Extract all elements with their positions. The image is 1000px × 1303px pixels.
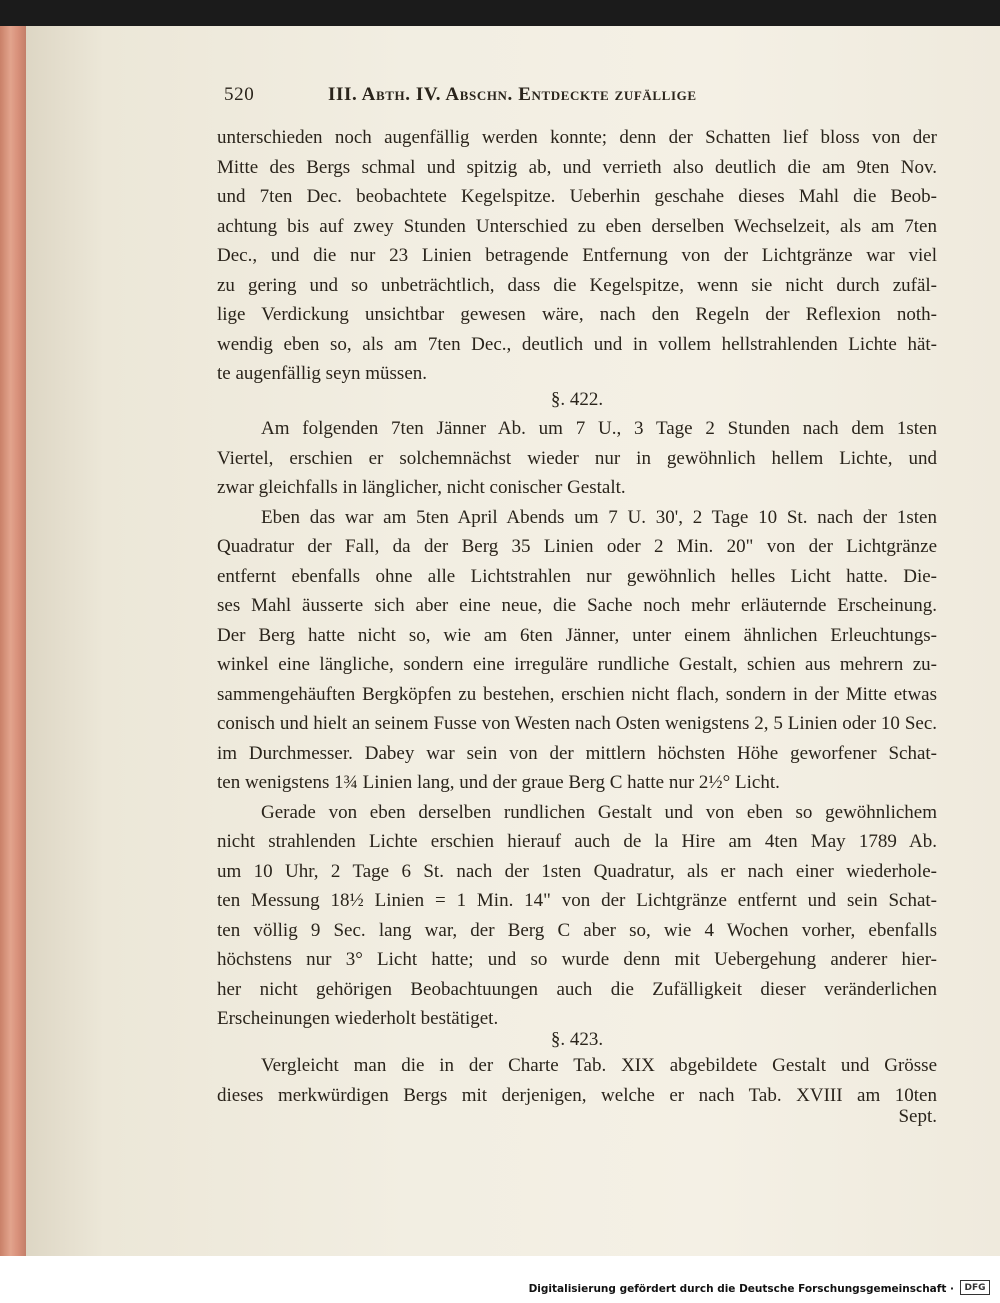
catchword: Sept. [898,1106,937,1127]
running-head-title: III. Abth. IV. Abschn. Entdeckte zufällige [328,84,697,105]
text-line: te augenfällig seyn müssen. [217,363,428,384]
running-head [224,84,838,110]
text-line: unterschieden noch augenfällig werden konnte; denn der Schatten lief bloss von der [217,127,937,148]
text-line: nicht strahlenden Lichte erschien hierauf auch de la Hire am 4ten May 1789 Ab. [217,831,937,852]
section-heading: §. 422. [550,389,604,410]
text-line: um 10 Uhr, 2 Tage 6 St. nach der 1sten Quadratur, als er nach einer wiederhole- [217,860,937,882]
text-line: lige Verdickung unsichtbar gewesen wäre, nach den Regeln der Reflexion noth- [217,304,937,325]
text-line: höchstens nur 3° Licht hatte; und so wurde denn mit Uebergehung anderer hier- [217,949,937,970]
text-line: Quadratur der Fall, da der Berg 35 Linien oder 2 Min. 20" von der Lichtgränze [217,536,937,557]
text-line: Dec., und die nur 23 Linien betragende Entfernung von der Lichtgränze war viel [217,245,937,266]
text-line: sammengehäuften Bergköpfen zu bestehen, erschien nicht flach, sondern in der Mitte etwas [217,683,937,705]
text-line: achtung bis auf zwey Stunden Unterschied zu eben derselben Wechselzeit, als am 7ten [217,215,937,237]
text-line: Erscheinungen wiederholt bestätiget. [217,1008,499,1029]
text-line: her nicht gehörigen Beobachtuungen auch die Zufälligkeit dieser veränderlichen [217,978,937,1000]
section-heading: §. 423. [550,1029,604,1050]
text-line: wendig eben so, als am 7ten Dec., deutlich und in vollem hellstrahlenden Lichte hät- [217,333,937,355]
text-line: Vergleicht man die in der Charte Tab. XIX abgebildete Gestalt und Grösse [261,1055,937,1076]
text-line: ten Messung 18½ Linien = 1 Min. 14" von der Lichtgränze entfernt und sein Schat- [217,890,937,911]
text-line: ten wenigstens 1¾ Linien lang, und der graue Berg C hatte nur 2½° Licht. [217,772,780,793]
page-number: 520 [224,84,255,105]
text-line: Viertel, erschien er solchemnächst wieder nur in gewöhnlich hellem Lichte, und [217,447,937,469]
text-line: Gerade von eben derselben rundlichen Gestalt und von eben so gewöhnlichem [261,801,937,823]
text-line: winkel eine längliche, sondern eine irreguläre rundliche Gestalt, schien aus mehrern zu- [217,654,937,675]
text-line: und 7ten Dec. beobachtete Kegelspitze. Ueberhin geschahe dieses Mahl die Beob- [217,186,937,207]
text-line: zwar gleichfalls in länglicher, nicht conischer Gestalt. [217,477,626,498]
text-line: entfernt ebenfalls ohne alle Lichtstrahlen nur gewöhnlich helles Licht hatte. Die- [217,565,937,587]
text-line: zu gering und so unbeträchtlich, dass die Kegelspitze, wenn sie nicht durch zufäl- [217,274,937,296]
text-line: conisch und hielt an seinem Fusse von Westen nach Osten wenigstens 2, 5 Linien oder 10 Sec. [217,713,937,734]
text-line: Mitte des Bergs schmal und spitzig ab, und verrieth also deutlich die am 9ten Nov. [217,156,937,178]
text-line: Eben das war am 5ten April Abends um 7 U. 30', 2 Tage 10 St. nach der 1sten [261,506,937,528]
text-line: dieses merkwürdigen Bergs mit derjenigen, welche er nach Tab. XVIII am 10ten [217,1084,937,1106]
digitization-footer [0,1256,1000,1303]
text-line: ten völlig 9 Sec. lang war, der Berg C aber so, wie 4 Wochen vorher, ebenfalls [217,919,937,941]
text-line: im Durchmesser. Dabey war sein von der mittlern höchsten Höhe geworfener Schat- [217,742,937,764]
text-line: Am folgenden 7ten Jänner Ab. um 7 U., 3 Tage 2 Stunden nach dem 1sten [261,418,937,439]
dfg-logo-icon: DFG [960,1280,990,1295]
text-line: ses Mahl äusserte sich aber eine neue, die Sache noch mehr erläuternde Erscheinung. [217,595,937,616]
funding-credit: Digitalisierung gefördert durch die Deutsche Forschungsgemeinschaft · [528,1283,954,1295]
text-line: Der Berg hatte nicht so, wie am 6ten Jänner, unter einem ähnlichen Erleuchtungs- [217,624,937,646]
